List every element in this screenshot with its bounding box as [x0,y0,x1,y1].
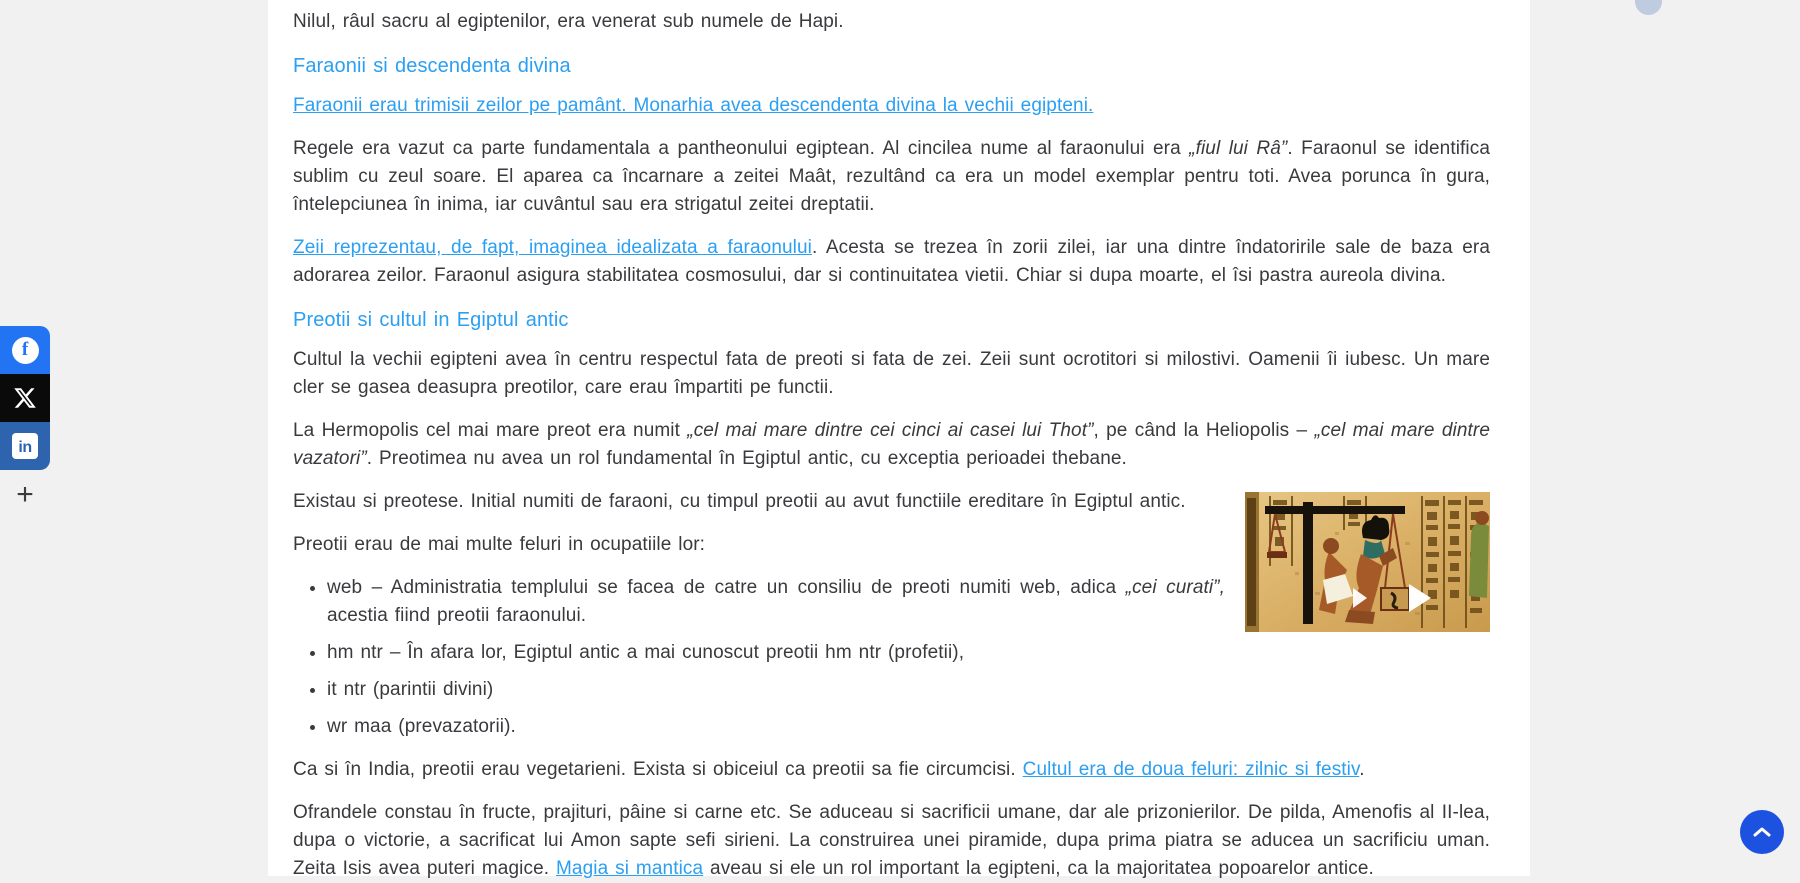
scroll-to-top-button[interactable] [1740,810,1784,854]
italic-quote: „cei curati”, [1125,577,1225,598]
x-icon [13,386,37,410]
plus-icon: + [16,478,34,511]
text-segment: Ofrandele constau în fructe, prajituri, pâine si carne etc. Se aduceau si sacrificii umane, dar ale prizonierilor. De pilda, Amenofis al II-lea, dupa o victorie, a sacrificat lui Amon sapte sefi sirieni. La construirea unei piramide, dupa prima piatra se aducea un sacrificiu uman. Zeita Isis avea puteri magice. [293,802,1490,879]
chevron-up-icon [1753,826,1771,838]
article-content [268,0,1530,879]
social-share-bar [0,326,50,470]
x-share-button[interactable] [0,374,50,422]
heading-preotii: Preotii si cultul in Egiptul antic [293,309,569,331]
paragraph-hermopolis [293,417,1490,473]
papyrus-image [1245,492,1490,632]
paragraph-nil: Nilul, râul sacru al egiptenilor, era venerat sub numele de Hapi. [293,11,844,32]
text-segment: Ca si în India, preotii erau vegetarieni. Exista si obiceiul ca preotii sa fie circumcisi. [293,759,1023,780]
linkedin-share-button[interactable] [0,422,50,470]
link-zeii-reprezentau[interactable]: Zeii reprezentau, de fapt, imaginea idealizata a faraonului [293,237,812,258]
list-item-wr-maa: • wr maa (prevazatorii). [327,713,1490,741]
paragraph-ofrande [293,799,1490,883]
facebook-icon: f [12,337,39,364]
text-segment: . Acesta se trezea în zorii zilei, iar una dintre îndatoririle sale de baza era adorarea zeilor. Faraonul asigura stabilitatea cosmosului, dar si continuitatea vietii. Chiar si dupa moarte, el îsi pastra aureola divina. [293,237,1490,286]
text-segment: , pe când la Heliopolis – [1093,420,1315,441]
link-faraonii-trimisii[interactable]: Faraonii erau trimisii zeilor pe pamânt. Monarhia avea descendenta divina la vechii egipteni. [293,95,1094,116]
video-thumbnail[interactable] [1245,492,1490,632]
paragraph-lead-link [293,92,1490,120]
italic-quote: „cel mai mare dintre vazatori” [293,420,1490,469]
linkedin-icon: in [12,433,38,459]
list-item-it-ntr: • it ntr (parintii divini) [327,676,1490,704]
paragraph-cultul: Cultul la vechii egipteni avea în centru respectul fata de preoti si fata de zei. Zeii sunt ocrotitori si milostivi. Oamenii îi iubesc. Un mare cler se gasea deasupra preotilor, care erau împartiti pe functii. [293,349,1490,398]
text-segment: Regele era vazut ca parte fundamentala a pantheonului egiptean. Al cincilea nume al faraonului era [293,138,1190,159]
paragraph-zeii [293,234,1490,290]
italic-quote: „fiul lui Râ” [1189,138,1288,159]
facebook-share-button[interactable] [0,326,50,374]
list-item-hm-ntr: • hm ntr – În afara lor, Egiptul antic a mai cunoscut preotii hm ntr (profetii), [327,639,1490,667]
more-share-button[interactable] [0,473,50,517]
floating-circle [1635,0,1662,15]
paragraph-regele [293,135,1490,219]
text-segment: . [1359,759,1365,780]
paragraph-india [293,756,1490,784]
text-segment: acestia fiind preotii faraonului. [327,605,587,626]
text-segment: web – Administratia templului se facea de catre un consiliu de preoti numiti web, adica [327,577,1126,598]
link-magia-mantica[interactable]: Magia si mantica [556,858,704,879]
paragraph-existau: Existau si preotese. Initial numiti de faraoni, cu timpul preotii au avut functiile ereditare în Egiptul antic. [293,491,1186,512]
link-cultul-feluri[interactable]: Cultul era de doua feluri: zilnic si festiv [1022,759,1360,780]
heading-faraonii: Faraonii si descendenta divina [293,55,571,77]
text-segment: . Preotimea nu avea un rol fundamental în Egiptul antic, cu exceptia perioadei thebane. [366,448,1127,469]
paragraph-feluri: Preotii erau de mai multe feluri in ocupatiile lor: [293,534,706,555]
text-segment: aveau si ele un rol important la egipteni, ca la majoritatea popoarelor antice. [703,858,1374,879]
text-segment: La Hermopolis cel mai mare preot era numit [293,420,688,441]
italic-quote: „cel mai mare dintre cei cinci ai casei lui Thot” [687,420,1094,441]
text-segment: . Faraonul se identifica sublim cu zeul soare. El aparea ca încarnare a zeitei Maât, rezultând ca era un model exemplar pentru toti. Avea porunca în gura, întelepciunea în inima, iar cuvântul sau era strigatul zeitei dreptatii. [293,138,1490,215]
